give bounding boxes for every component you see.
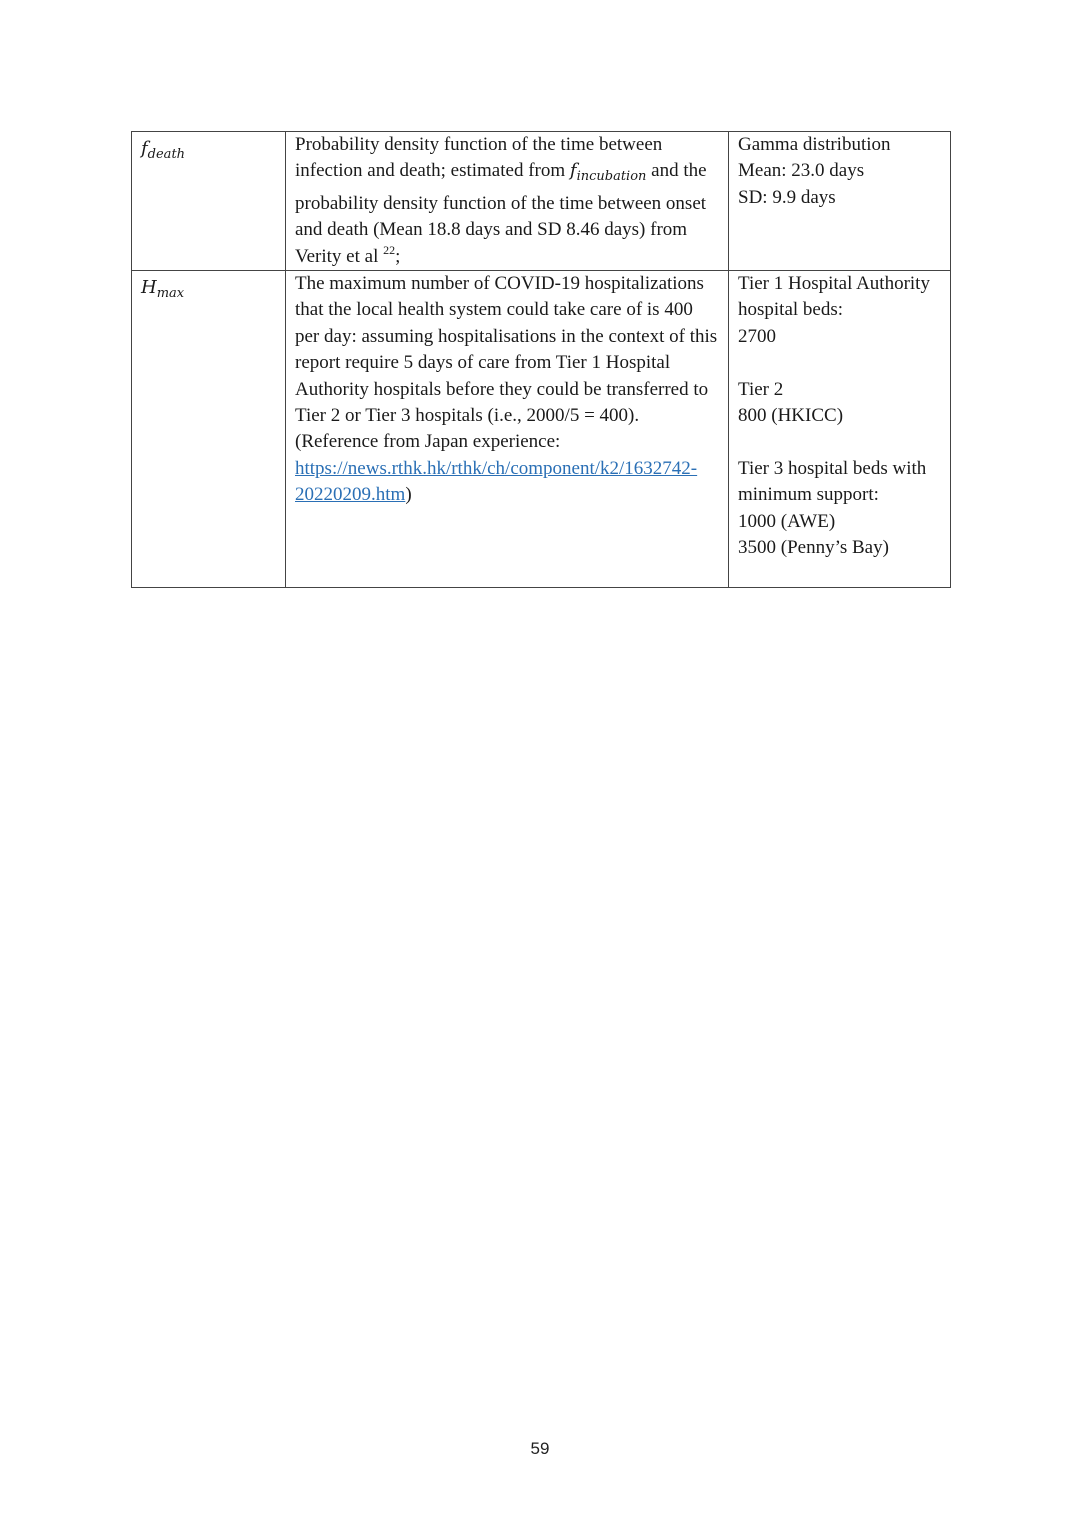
- reference-link[interactable]: https://news.rthk.hk/rthk/ch/component/k2/1632742-20220209.htm: [295, 457, 698, 506]
- value-line: 3500 (Penny’s Bay): [738, 537, 889, 559]
- description-text: The maximum number of COVID-19 hospitalizations that the local health system could take care of is 400 per day: assuming hospitalisations in the context of this report require 5 days of care from Tier 1 Hospital Authority hospitals before they could be transferred to Tier 2 or Tier 3 hospitals (i.e., 2000/5 = 400).: [295, 273, 718, 427]
- description-text: ;: [395, 245, 401, 267]
- reference-prefix: (Reference from Japan experience:: [295, 431, 561, 453]
- value-line: Mean: 23.0 days: [738, 160, 865, 182]
- value-line: Tier 3 hospital beds with minimum support:: [738, 457, 927, 506]
- value-line: 1000 (AWE): [738, 510, 836, 532]
- citation-superscript: 22: [383, 242, 396, 257]
- value-line: Gamma distribution: [738, 134, 891, 155]
- symbol-cell: [132, 132, 286, 271]
- inline-symbol-f-incubation: $f_{incubation}$: [569, 160, 647, 185]
- page-number: 59: [530, 1439, 550, 1458]
- value-line: SD: 9.9 days: [738, 186, 836, 208]
- description-text: and the probability density function of the time between onset and death (Mean 18.8 days and SD 8.46 days) from Verity et al: [295, 160, 707, 267]
- description-cell: [286, 271, 729, 588]
- value-cell: [729, 271, 951, 588]
- description-cell: [286, 132, 729, 271]
- value-cell: [729, 132, 951, 271]
- value-line: 800 (HKICC): [738, 405, 844, 427]
- blank-line: [738, 350, 941, 376]
- value-line: Tier 1 Hospital Authority hospital beds:: [738, 273, 930, 321]
- table-row: [132, 271, 951, 588]
- description-text: Probability density function of the time between infection and death; estimated from: [295, 134, 663, 182]
- reference-suffix: ): [405, 484, 412, 506]
- value-line: Tier 2: [738, 378, 784, 400]
- symbol-h-max: $H_{max}$: [141, 277, 185, 302]
- symbol-cell: [132, 271, 286, 588]
- blank-line: [738, 429, 941, 455]
- value-line: 2700: [738, 325, 776, 347]
- table-row: [132, 132, 951, 271]
- parameter-table: [131, 131, 951, 588]
- symbol-f-death: $f_{death}$: [141, 138, 186, 162]
